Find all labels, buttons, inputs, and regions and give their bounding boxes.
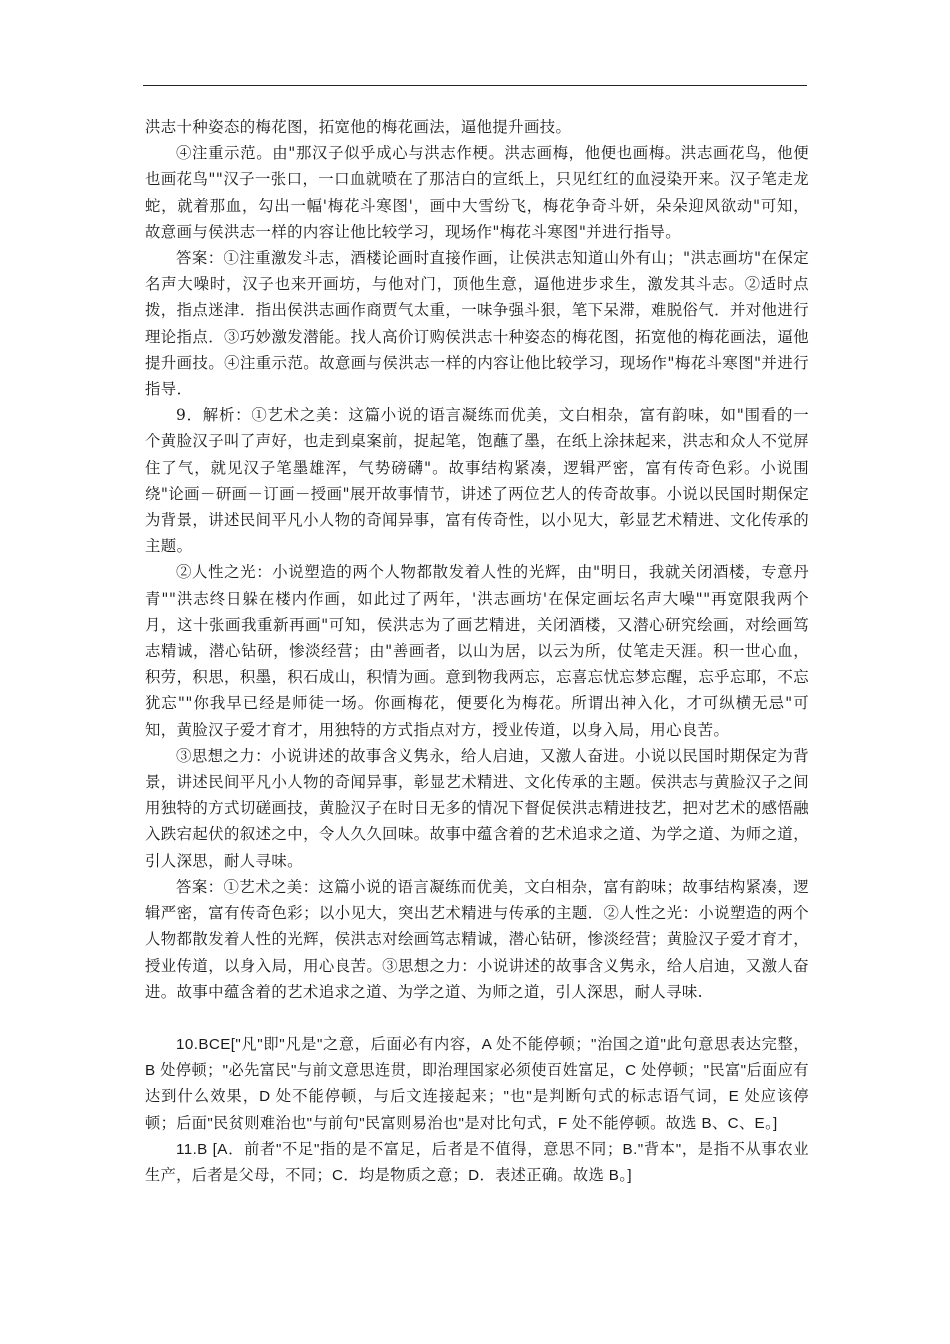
- paragraph: ②人性之光：小说塑造的两个人物都散发着人性的光辉，由"明日，我就关闭酒楼，专意丹青""洪志终日躲在楼内作画，如此过了两年，'洪志画坊'在保定画坛名声大噪""再宽限我两个月，这十张画我重新再画"可知，侯洪志为了画艺精进，关闭酒楼，又潜心研究绘画，对绘画笃志精诚，潜心钻研，惨淡经营；由"善画者，以山为居，以云为所，仗笔走天涯。积一世心血，积劳，积思，积墨，积石成山，积情为画。意到物我两忘，忘喜忘忧忘梦忘醒，忘乎忘耶，不忘犹忘""你我早已经是师徒一场。你画梅花，便要化为梅花。所谓出神入化，才可纵横无忌"可知，黄脸汉子爱才育才，用独特的方式指点对方，授业传道，以身入局，用心良苦。: [145, 563, 809, 739]
- paragraph: 9．解析：①艺术之美：这篇小说的语言凝练而优美，文白相杂，富有韵味，如"围看的一个黄脸汉子叫了声好，也走到桌案前，捉起笔，饱蘸了墨，在纸上涂抹起来，洪志和众人不觉屏住了气，就见汉子笔墨雄浑，气势磅礴"。故事结构紧凑，逻辑严密，富有传奇色彩。小说围绕"论画－研画－订画－授画"展开故事情节，讲述了两位艺人的传奇故事。小说以民国时期保定为背景，讲述民间平凡小人物的奇闻异事，富有传奇性，以小见大，彰显艺术精进、文化传承的主题。: [145, 406, 809, 556]
- paragraph: ④注重示范。由"那汉子似乎成心与洪志作梗。洪志画梅，他便也画梅。洪志画花鸟，他便也画花鸟""汉子一张口，一口血就喷在了那洁白的宣纸上，只见红红的血浸染开来。汉子笔走龙蛇，就着那血，勾出一幅'梅花斗寒图'，画中大雪纷飞，梅花争奇斗妍，朵朵迎风欲动"可知，故意画与侯洪志一样的内容让他比较学习，现场作"梅花斗寒图"并进行指导。: [145, 144, 809, 241]
- paragraph: 答案：①注重激发斗志，酒楼论画时直接作画，让侯洪志知道山外有山；"洪志画坊"在保定名声大噪时，汉子也来开画坊，与他对门，顶他生意，逼他进步求生，激发其斗志。②适时点拨，指点迷津．指出侯洪志画作商贾气太重，一味争强斗狠，笔下呆滞，难脱俗气．并对他进行理论指点．③巧妙激发潜能。找人高价订购侯洪志十种姿态的梅花图，拓宽他的梅花画法，逼他提升画技。④注重示范。故意画与侯洪志一样的内容让他比较学习，现场作"梅花斗寒图"并进行指导．: [145, 249, 809, 399]
- answer-paragraph: 10.BCE["凡"即"凡是"之意，后面必有内容，A 处不能停顿；"治国之道"此句意思表达完整，B 处停顿；"必先富民"与前文意思连贯，即治理国家必须使百姓富足，C 处停顿；"民富"后面应有达到什么效果，D 处不能停顿，与后文连接起来；"也"是判断句式的标志语气词，E 处应该停顿；后面"民贫则难治也"与前句"民富则易治也"是对比句式，F 处不能停顿。故选 B、C、E。]: [145, 1035, 809, 1132]
- paragraph: ③思想之力：小说讲述的故事含义隽永，给人启迪，又激人奋进。小说以民国时期保定为背景，讲述民间平凡小人物的奇闻异事，彰显艺术精进、文化传承的主题。侯洪志与黄脸汉子之间用独特的方式切磋画技，黄脸汉子在时日无多的情况下督促侯洪志精进技艺，把对艺术的感悟融入跌宕起伏的叙述之中，令人久久回味。故事中蕴含着的艺术追求之道、为学之道、为师之道，引人深思，耐人寻味。: [145, 746, 809, 870]
- spacer: [145, 1005, 809, 1032]
- paragraph: 洪志十种姿态的梅花图，拓宽他的梅花画法，逼他提升画技。: [145, 118, 572, 136]
- header-rule: [143, 85, 807, 86]
- document-body: [145, 114, 809, 1189]
- answer-paragraph: 11.B [A．前者"不足"指的是不富足，后者是不值得，意思不同；B."背本"，是指不从事农业生产，后者是父母，不同；C．均是物质之意；D．表述正确。故选 B。]: [145, 1140, 809, 1184]
- paragraph: 答案：①艺术之美：这篇小说的语言凝练而优美，文白相杂，富有韵味；故事结构紧凑，逻辑严密，富有传奇色彩；以小见大，突出艺术精进与传承的主题．②人性之光：小说塑造的两个人物都散发着人性的光辉，侯洪志对绘画笃志精诚，潜心钻研，惨淡经营；黄脸汉子爱才育才，授业传道，以身入局，用心良苦。③思想之力：小说讲述的故事含义隽永，给人启迪，又激人奋进。故事中蕴含着的艺术追求之道、为学之道、为师之道，引人深思，耐人寻味.: [145, 877, 809, 1001]
